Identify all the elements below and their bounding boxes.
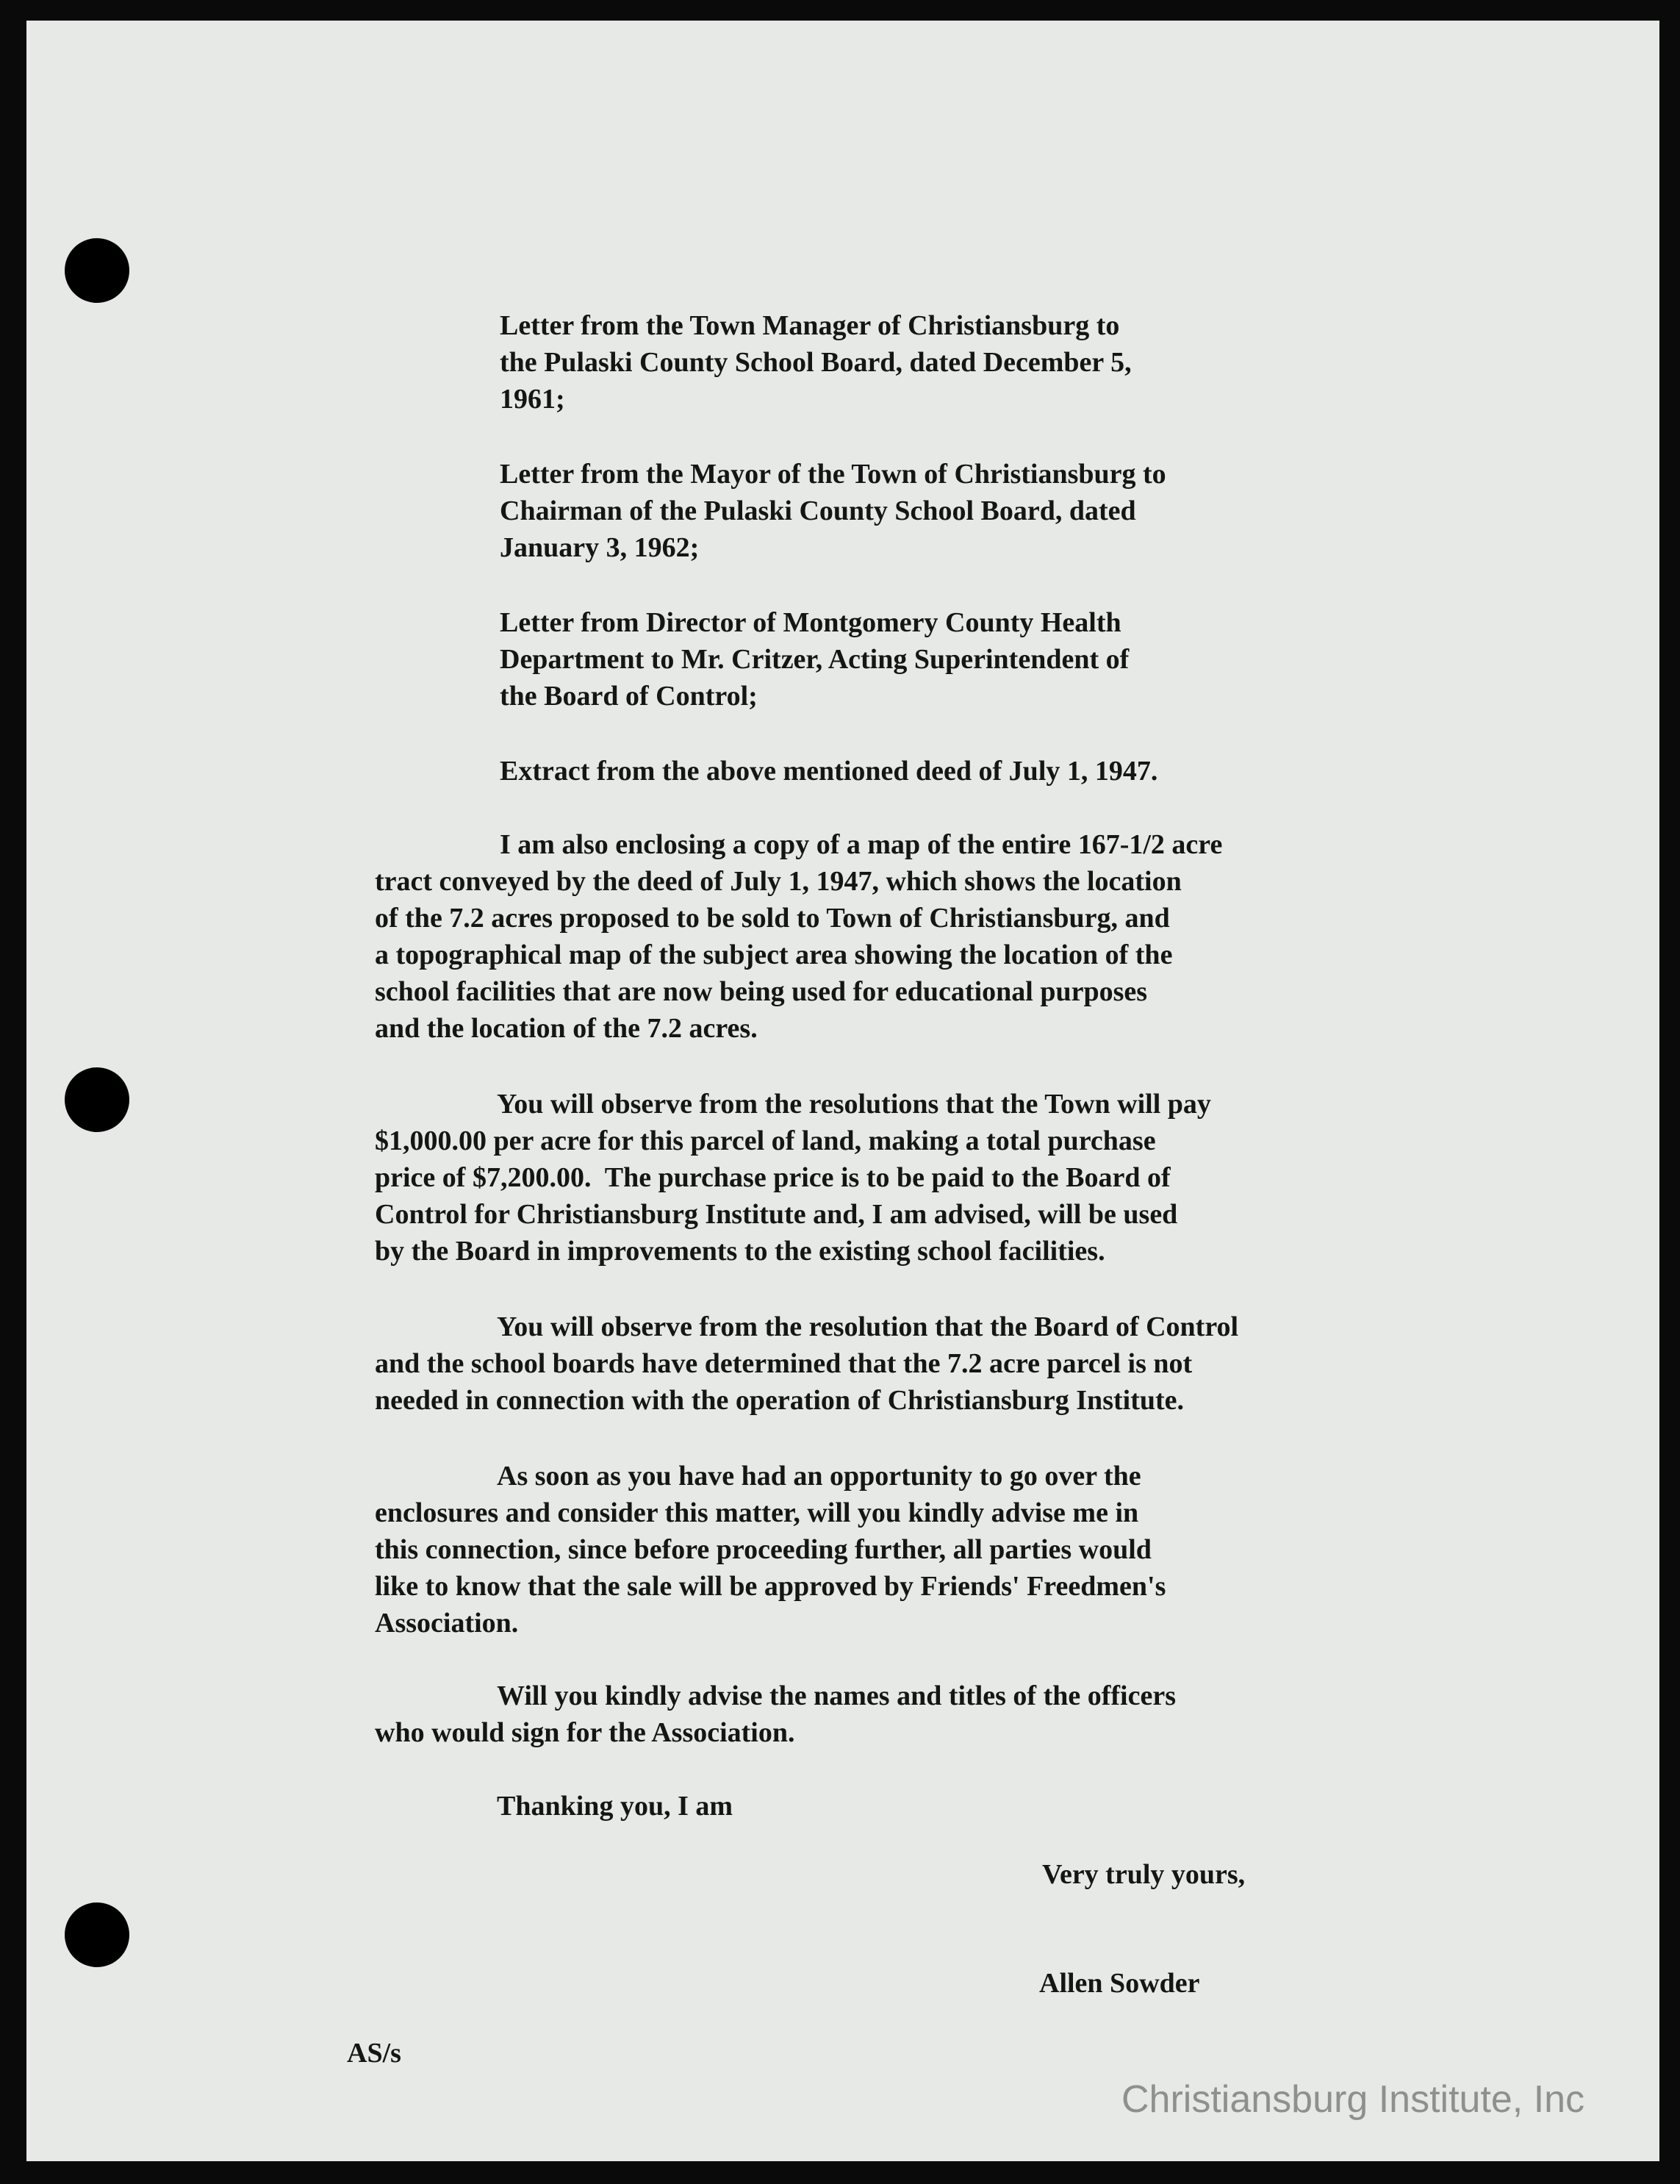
- punch-hole: [65, 238, 129, 303]
- paragraph-line: of the 7.2 acres proposed to be sold to Town of Christiansburg, and: [375, 903, 1170, 934]
- complimentary-closing: Very truly yours,: [1042, 1859, 1246, 1890]
- punch-hole: [65, 1067, 129, 1132]
- paragraph-line: I am also enclosing a copy of a map of the entire 167-1/2 acre: [500, 829, 1223, 860]
- paragraph-line: price of $7,200.00. The purchase price is to be paid to the Board of: [375, 1162, 1171, 1193]
- enclosure-line: Extract from the above mentioned deed of July 1, 1947.: [500, 756, 1158, 787]
- enclosure-line: January 3, 1962;: [500, 532, 700, 563]
- paragraph-line: who would sign for the Association.: [375, 1717, 795, 1748]
- paragraph-line: and the location of the 7.2 acres.: [375, 1013, 758, 1044]
- enclosure-line: Department to Mr. Critzer, Acting Superintendent of: [500, 644, 1130, 675]
- paragraph-line: You will observe from the resolution that the Board of Control: [497, 1311, 1239, 1342]
- enclosure-line: 1961;: [500, 384, 565, 415]
- paragraph-line: needed in connection with the operation of Christiansburg Institute.: [375, 1385, 1184, 1416]
- paragraph-line: and the school boards have determined that the 7.2 acre parcel is not: [375, 1348, 1193, 1379]
- enclosure-line: the Board of Control;: [500, 681, 758, 712]
- paragraph-line: this connection, since before proceeding further, all parties would: [375, 1534, 1152, 1565]
- paragraph-line: enclosures and consider this matter, will you kindly advise me in: [375, 1497, 1139, 1528]
- paragraph-line: by the Board in improvements to the existing school facilities.: [375, 1236, 1105, 1267]
- paragraph-line: As soon as you have had an opportunity to go over the: [497, 1461, 1141, 1492]
- paragraph-line: Will you kindly advise the names and titles of the officers: [497, 1680, 1176, 1711]
- paragraph-line: a topographical map of the subject area showing the location of the: [375, 939, 1173, 970]
- reference-initials: AS/s: [347, 2038, 401, 2069]
- paragraph-line: Control for Christiansburg Institute and, I am advised, will be used: [375, 1199, 1178, 1230]
- paragraph-line: Association.: [375, 1608, 519, 1639]
- paragraph-line: school facilities that are now being used for educational purposes: [375, 976, 1148, 1007]
- signer-name: Allen Sowder: [1039, 1968, 1200, 1999]
- watermark-text: Christiansburg Institute, Inc: [1121, 2078, 1585, 2121]
- document-page: [26, 21, 1659, 2161]
- enclosure-line: Chairman of the Pulaski County School Board, dated: [500, 495, 1136, 526]
- enclosure-line: Letter from the Town Manager of Christiansburg to: [500, 310, 1120, 341]
- paragraph-line: like to know that the sale will be approved by Friends' Freedmen's: [375, 1571, 1166, 1602]
- enclosure-line: Letter from Director of Montgomery County Health: [500, 607, 1121, 638]
- paragraph-line: You will observe from the resolutions that the Town will pay: [497, 1089, 1211, 1120]
- paragraph-line: tract conveyed by the deed of July 1, 1947, which shows the location: [375, 866, 1182, 897]
- enclosure-line: Letter from the Mayor of the Town of Christiansburg to: [500, 459, 1166, 490]
- paragraph-line: Thanking you, I am: [497, 1791, 733, 1822]
- punch-hole: [65, 1902, 129, 1967]
- paragraph-line: $1,000.00 per acre for this parcel of land, making a total purchase: [375, 1125, 1156, 1156]
- enclosure-line: the Pulaski County School Board, dated December 5,: [500, 347, 1132, 378]
